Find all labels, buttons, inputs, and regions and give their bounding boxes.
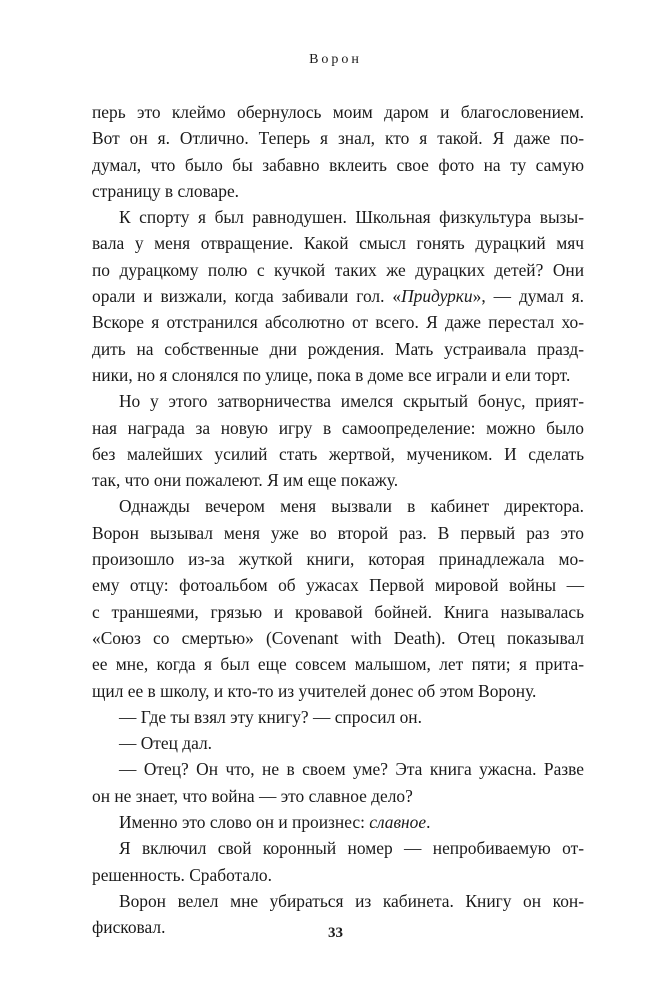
text-line: думал, что было бы забавно вклеить свое фото на ту самую <box>92 154 584 175</box>
text-line: ему отцу: фотоальбом об ужасах Первой мировой войны — <box>92 575 584 596</box>
text-line: Однажды вечером меня вызвали в кабинет директора. <box>119 496 584 517</box>
page-number: 33 <box>328 925 343 941</box>
text-run: орали и визжали, когда забивали гол. « <box>92 286 402 307</box>
text-run: . <box>426 812 431 833</box>
text-line: Я включил свой коронный номер — непробиваемую от- <box>119 838 584 859</box>
text-line: дить на собственные дни рождения. Мать устраивала празд- <box>92 338 584 359</box>
text-line: ники, но я слонялся по улице, пока в доме все играли и ели торт. <box>92 364 571 385</box>
text-line: ее мне, когда я был еще совсем малышом, лет пяти; я прита- <box>92 654 584 675</box>
italic-emphasis: Придурки <box>401 286 473 307</box>
text-line: «Союз со смертью» (Covenant with Death). Отец показывал <box>92 627 584 648</box>
italic-emphasis: славное <box>369 812 427 833</box>
text-line: — Отец? Он что, не в своем уме? Эта книга ужасна. Разве <box>119 759 584 780</box>
text-run: Именно это слово он и произнес: <box>119 812 370 833</box>
text-line: К спорту я был равнодушен. Школьная физкультура вызы- <box>119 207 584 228</box>
text-line: Ворон вызывал меня уже во второй раз. В первый раз это <box>92 522 584 543</box>
text-line: перь это клеймо обернулось моим даром и благословением. <box>92 102 584 122</box>
text-line: Но у этого затворничества имелся скрытый бонус, прият- <box>119 391 584 412</box>
text-line: — Отец дал. <box>119 733 213 754</box>
text-line: ная награда за новую игру в самоопределение: можно было <box>92 417 584 438</box>
text-line: страницу в словаре. <box>92 180 240 201</box>
text-run: », — думал я. <box>472 286 585 307</box>
body-text <box>92 99 584 941</box>
text-line: он не знает, что война — это славное дело? <box>92 785 413 806</box>
text-line: по дурацкому полю с кучкой таких же дурацких детей? Они <box>92 259 584 280</box>
text-line: фисковал. <box>92 917 166 938</box>
text-line: Ворон велел мне убираться из кабинета. Книгу он кон- <box>119 890 584 911</box>
running-head: Ворон <box>309 52 362 67</box>
text-line: Вот он я. Отлично. Теперь я знал, кто я такой. Я даже по- <box>92 128 584 149</box>
text-line: так, что они пожалеют. Я им еще покажу. <box>92 470 399 491</box>
text-line: с траншеями, грязью и кровавой бойней. Книга называлась <box>92 601 584 622</box>
text-line: решенность. Сработало. <box>92 864 272 885</box>
text-line <box>92 283 584 309</box>
text-line: без малейших усилий стать жертвой, мучеником. И сделать <box>92 443 584 464</box>
text-line <box>92 809 584 835</box>
text-line: произошло из-за жуткой книги, которая принадлежала мо- <box>92 549 584 570</box>
text-line: — Где ты взял эту книгу? — спросил он. <box>119 706 422 727</box>
text-line: вала у меня отвращение. Какой смысл гонять дурацкий мяч <box>92 233 584 254</box>
text-line: щил ее в школу, и кто-то из учителей донес об этом Ворону. <box>92 680 537 701</box>
text-line: Вскоре я отстранился абсолютно от всего. Я даже перестал хо- <box>92 312 584 333</box>
